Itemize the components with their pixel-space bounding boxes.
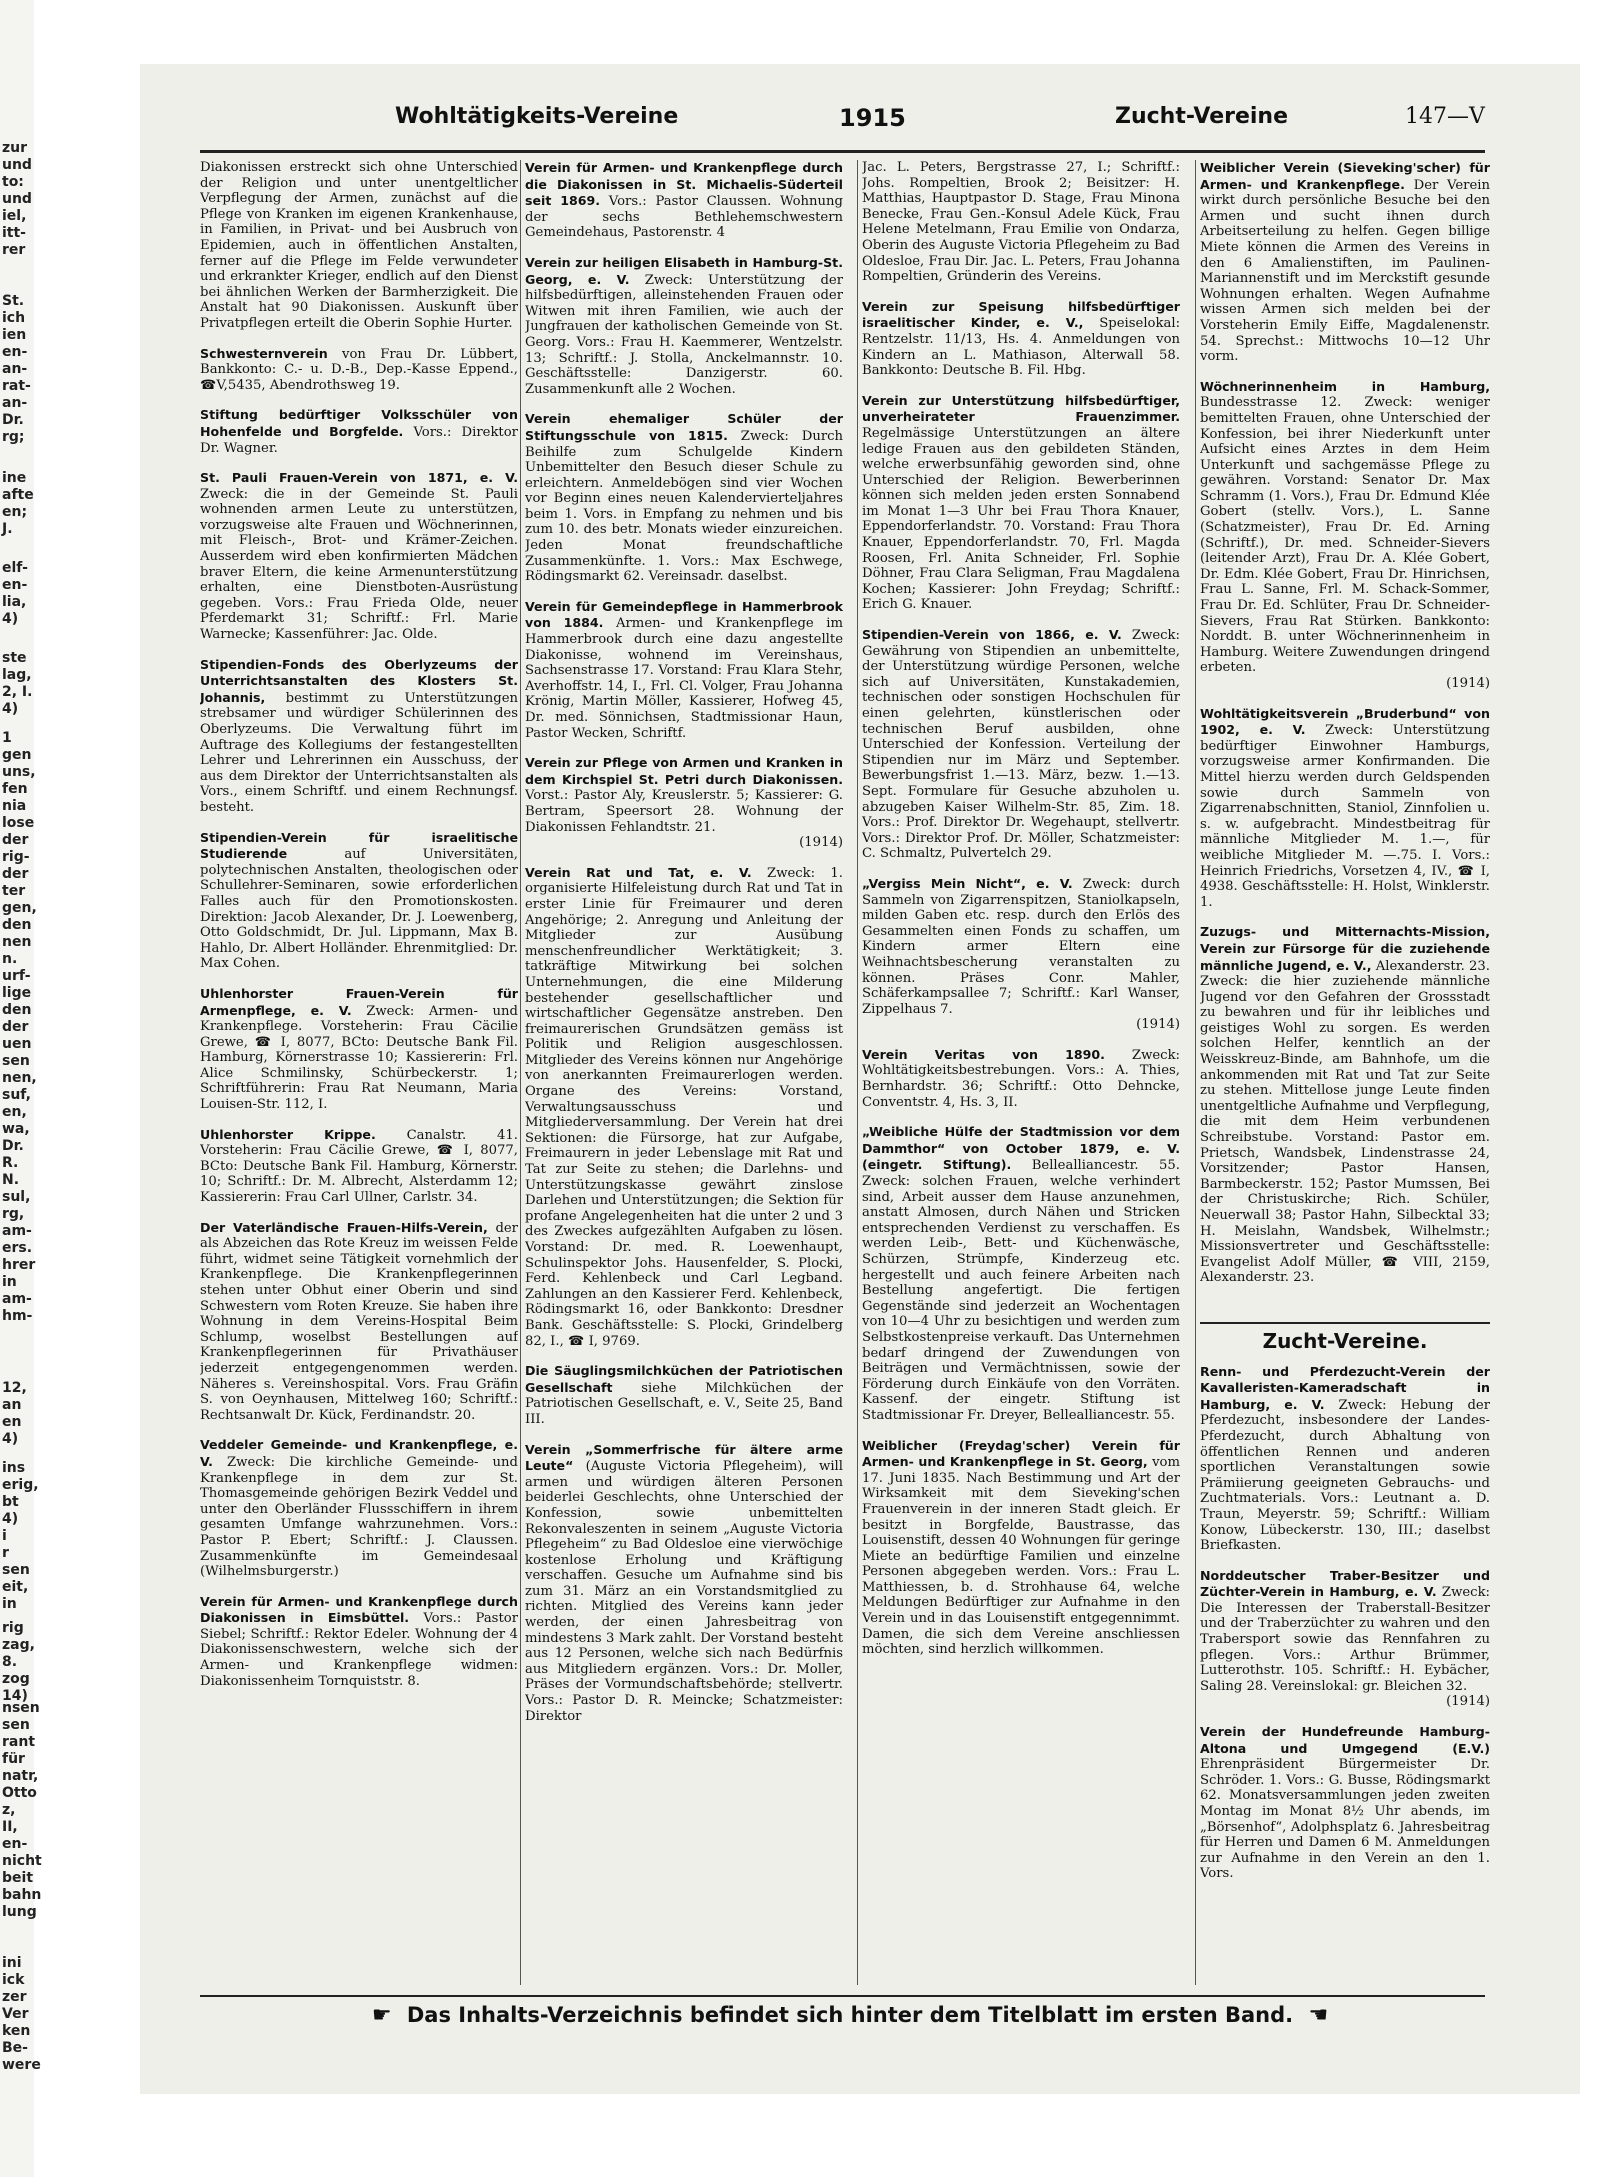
association-entry — [200, 657, 518, 816]
association-entry — [862, 160, 1180, 285]
association-entry — [200, 346, 518, 394]
association-text: Bellealliancestr. 55. Zweck: solchen Frauen, welche verhindert sind, Arbeit ausser dem Hause anzunehmen, anstatt Almosen, durch Nähen und Stricken entsprechenden Verdienst zu verschaffen. Es werden Leib-, Bett- und Küchenwäsche, Schürzen, Strümpfe, Kinderzeug etc. hergestellt und auch feinere Arbeiten nach Bestellung angefertigt. Die fertigen Gegenstände sind jederzeit an Wochentagen von 10—4 Uhr zu besichtigen und werden zum Selbstkostenpreise verkauft. Das Unternehmen bedarf dringend der Zuwendungen von Beiträgen und Vermächtnissen, sowie der Förderung durch Einkäufe von den Vorräten. Kassenf. der eingetr. Stiftung ist Stadtmissionar Fr. Dreyer, Bellealliancestr. 55. — [862, 1158, 1180, 1423]
association-entry — [862, 1438, 1180, 1658]
association-text: Zweck: Durch Beihilfe zum Schulgelde Kindern Unbemittelter den Besuch dieser Schule zu erleichtern. Anmeldebögen sind vier Wochen vor Beginn eines neuen Kalendervierteljahres beim 1. Vors. in Empfang zu nehmen und bis zum 10. des betr. Monats wieder einzureichen. Jeden Monat freundschaftliche Zusammenkünfte. 1. Vors.: Max Eschwege, Rödingsmarkt 62. Vereinsadr. daselbst. — [525, 428, 843, 585]
association-name: Veddeler Gemeinde- und Krankenpflege, e. V. — [200, 1437, 518, 1469]
association-text: Alexanderstr. 23. Zweck: die hier zuziehende männliche Jugend vor den Gefahren der Grossstadt zu bewahren und für ihr leibliches und geistiges Wohl zu sorgen. Es werden solchen Helfer, kenntlich an der Weisskreuz-Binde, am Bahnhofe, um die ankommenden mit Rat und Tat zur Seite zu stehen. Mittellose junge Leute finden unentgeltliche Aufnahme und Verpflegung, die mit dem Heim verbundenen Schreibstube. Vorstand: Pastor em. Prietsch, Wandsbek, Lindenstrasse 24, Vorsitzender; Pastor Hansen, Barmbeckerstr. 152; Pastor Mumssen, Bei der Christuskirche; Rich. Schüler, Neuerwall 38; Pastor Hahn, Silbecktal 33; H. Meislahn, Wandsbek, Wilhelmstr.; Missionsvertreter und Geschäftsstelle: Evangelist Adolf Müller, ☎ VIII, 2159, Alexanderstr. 23. — [1200, 958, 1490, 1286]
column-divider — [857, 160, 858, 1985]
association-text: Ehrenpräsident Bürgermeister Dr. Schröder. 1. Vors.: G. Busse, Rödingsmarkt 62. Monatsversammlungen jeden zweiten Montag im Monat 8½ Uhr abends, im „Börsenhof“, Adolphsplatz 6. Jahresbeitrag für Herren und Damen 6 M. Anmeldungen zur Aufnahme in den Verein an den 1. Vors. — [1200, 1757, 1490, 1882]
left-fragment: ins erig, bt 4) i r sen eit, in — [2, 1460, 39, 1612]
association-text: Bundesstrasse 12. Zweck: weniger bemittelten Frauen, ohne Unterschied der Konfession, bei ihrer Niederkunft unter Aufsicht eines Arztes in dem Heim Unterkunft und sachgemässe Pflege zu gewähren. Vorstand: Senator Dr. Max Schramm (1. Vors.), Frau Dr. Edmund Klée Gobert (stellv. Vors.), L. Sanne (Schatzmeister), Frau Dr. Ed. Arning (Schriftf.), Dr. med. Schneider-Sievers (leitender Arzt), Frau Dr. A. Klée Gobert, Dr. Edm. Klée Gobert, Frau Dr. Hinrichsen, Frau L. Sanne, Frl. M. Schack-Sommer, Frau Dr. Ed. Schlüter, Frau Dr. Schneider-Sievers, Frau Rat Stürken. Bankkonto: Norddt. B. unter Wöchnerinnenheim in Hamburg. Weitere Zuwendungen dringend erbeten. — [1200, 395, 1490, 676]
page-footer — [360, 2003, 1340, 2028]
association-text: Regelmässige Unterstützungen an ältere ledige Frauen aus den gebildeten Ständen, welche erwerbsunfähig geworden sind, ohne Unterschied der Religion. Bewerberinnen können sich melden jeden ersten Sonnabend im Monat 1—3 Uhr bei Frau Thora Knauer, Eppendorferlandstr. 70. Vorstand: Frau Thora Knauer, Eppendorferlandstr. 70, Frl. Magda Roosen, Frl. Anita Schneider, Frl. Sophie Döhner, Frau Clara Seligman, Frau Magdalena Kochen; Kassierer: John Freydag; Schriftf.: Erich G. Knauer. — [862, 425, 1180, 613]
association-text: Speiselokal: Rentzelstr. 11/13, Hs. 4. Anmeldungen von Kindern an L. Mathiason, Alterwall 58. Bankkonto: Deutsche B. Fil. Hbg. — [862, 316, 1180, 379]
footer-note: Das Inhalts-Verzeichnis befindet sich hinter dem Titelblatt im ersten Band. — [406, 2003, 1294, 2027]
association-text: Zweck: die in der Gemeinde St. Pauli wohnenden armen Leute zu unterstützen, vorzugsweise alte Frauen und Wöchnerinnen, mit Fleisch-, Brot- und Krämer-Zeichen. Ausserdem wird eben konfirmierten Mädchen braver Eltern, die keine Armenunterstützung erhalten, eine Dienstboten-Ausrüstung gegeben. Vors.: Frau Frieda Olde, neuer Pferdemarkt 31; Schriftf.: Frl. Marie Warnecke; Kassenführer: Jac. Olde. — [200, 486, 518, 643]
pointing-hand-icon: ☛ — [371, 2003, 392, 2028]
pointing-hand-icon: ☚ — [1308, 2003, 1329, 2028]
header-section-left: Wohltätigkeits-Vereine — [395, 104, 679, 129]
association-name: Uhlenhorster Krippe. — [200, 1126, 376, 1142]
association-entry — [1200, 1364, 1490, 1554]
association-text: Zweck: Die kirchliche Gemeinde- und Krankenpflege in dem zur St. Thomasgemeinde gehörigen Bezirk Veddel und unter den Oberländer Flussschiffern in ihrem gesamten Umfange wahrzunehmen. Vors.: Pastor P. Ebert; Schriftf.: J. Claussen. Zusammenkünfte im Gemeindesaal (Wilhelmsburgerstr.) — [200, 1454, 518, 1580]
header-year: 1915 — [839, 104, 906, 132]
association-entry — [1200, 1568, 1490, 1710]
column-divider — [520, 160, 521, 1985]
association-entry — [862, 1047, 1180, 1110]
left-fragment: ine afte en; J. — [2, 470, 34, 537]
association-text: Jac. L. Peters, Bergstrasse 27, I.; Schriftf.: Johs. Rompeltien, Brook 2; Beisitzer: H. Matthias, Hauptpastor D. Stage, Frau Minona Benecke, Frau Gen.-Konsul Adele Kück, Frau Helene Metelmann, Frau Emilie von Ondarza, Oberin des Auguste Victoria Pflegeheim zu Bad Oldesloe, Frau Dir. Jac. L. Peters, Frau Johanna Rompeltien, Gründerin des Vereins. — [862, 160, 1180, 285]
association-name: Stiftung bedürftiger Volksschüler von Hohenfelde und Borgfelde. — [200, 407, 518, 439]
association-text: Armen- und Krankenpflege im Hammerbrook durch eine dazu angestellte Diakonisse, wohnend im Vereinshaus, Sachsenstrasse 17. Vorstand: Frau Klara Stehr, Averhoffstr. 14, I., Frl. Cl. Volger, Frau Johanna Krönig, Martin Möller, Kassierer, Hofweg 45, Dr. med. Sönnichsen, Stadtmissionar Haun, Pastor Wecken, Schriftf. — [525, 616, 843, 741]
association-name: Verein „Sommerfrische für ältere arme Leute“ — [525, 1441, 843, 1474]
association-entry — [200, 160, 518, 332]
association-name: Wöchnerinnenheim in Hamburg, — [1200, 378, 1490, 394]
association-text: Zweck: Unterstützung der hilfsbedürftigen, alleinstehenden Frauen oder Witwen mit ihren Familien, wie auch der Jungfrauen der katholischen Gemeinde von St. Georg. Vors.: Frau H. Kaemmerer, Wentzelstr. 13; Schriftf.: J. Stolla, Anckelmannstr. 10. Geschäftsstelle: Danzigerstr. 60. Zusammenkunft alle 2 Wochen. — [525, 272, 843, 397]
page-number: 147—V — [1405, 104, 1485, 129]
association-name: „Vergiss Mein Nicht“, e. V. — [862, 875, 1073, 891]
association-entry — [200, 1127, 518, 1206]
header-section-right: Zucht-Vereine — [1115, 104, 1289, 129]
association-text: Zweck: Gewährung von Stipendien an unbemittelte, der Unterstützung würdige Personen, welche sich auf Universitäten, Kunstakademien, technischen oder sonstigen Hochschulen für einen gelehrten, künstlerischen oder technischen Beruf ausbilden, ohne Unterschied der Konfession. Verteilung der Stipendien nur im März und September. Bewerbungsfrist 1.—13. März, bezw. 1.—13. Sept. Formulare für Gesuche abzuholen u. abzugeben Kaiser Wilhelm-Str. 85, Zim. 18. Vors.: Prof. Direktor Dr. Wegehaupt, stellvertr. Vors.: Direktor Prof. Dr. Möller, Schatzmeister: C. Schmaltz, Pulvertelch 29. — [862, 628, 1180, 862]
association-entry — [525, 755, 843, 851]
association-name: Stipendien-Fonds des Oberlyzeums der Unterrichtsanstalten des Klosters St. Johannis, — [200, 656, 518, 705]
left-fragment: ste lag, 2, I. 4) — [2, 650, 33, 717]
footer-rule — [200, 1995, 1485, 1997]
association-name: Uhlenhorster Frauen-Verein für Armenpflege, e. V. — [200, 985, 518, 1018]
association-name: Norddeutscher Traber-Besitzer und Züchter-Verein in Hamburg, e. V. — [1200, 1567, 1490, 1600]
association-text: Vorst.: Pastor Aly, Kreuslerstr. 5; Kassierer: G. Bertram, Speersort 28. Wohnung der Diakonissen Fehlandtstr. 21. — [525, 788, 843, 835]
column-2 — [525, 160, 843, 1985]
association-entry — [200, 407, 518, 456]
association-name: Verein für Armen- und Krankenpflege durch die Diakonissen in St. Michaelis-Süderteil seit 1869. — [525, 160, 843, 209]
column-4 — [1200, 160, 1490, 1985]
association-name: St. Pauli Frauen-Verein von 1871, e. V. — [200, 470, 518, 486]
association-text: Zweck: 1. organisierte Hilfeleistung durch Rat und Tat in erster Linie für Freimaurer und deren Angehörige; 2. Anregung und Anleitung der Mitglieder zur Ausübung menschenfreundlicher Werktätigkeit; 3. tatkräftige Mitwirkung bei solchen Unternehmungen, die eine Milderung bestehender gesellschaftlicher und wirtschaftlicher Gegensätze anstreben. Den freimaurerischen Grundsätzen gemäss ist Politik und Religion ausgeschlossen. Mitglieder des Vereins können nur Angehörige von anerkannten Freimaurerlogen werden. Organe des Vereins: Vorstand, Verwaltungsausschuss und Mitgliederversammlung. Der Verein hat drei Sektionen: die Fürsorge, hat zur Aufgabe, Freimaurern in jeder Lebenslage mit Rat und Tat zur Seite zu stehen; die Darlehns- und Unterstützungskasse gewährt zinslose Darlehen und Unterstützungen; die Sektion für profane Angelegenheiten hat die unter 2 und 3 des Zweckes aufgezählten Aufgaben zu lösen. Vorstand: Dr. med. R. Loewenhaupt, Schulinspektor Johs. Hausenfelder, S. Plocki, Ferd. Kehlenbeck und Carl Legband. Zahlungen an den Kassierer Ferd. Kehlenbeck, Rödingsmarkt 16, oder Bankkonto: Dresdner Bank. Geschäftsstelle: S. Plocki, Grindelberg 82, I., ☎ I, 9769. — [525, 865, 843, 1349]
year-note: (1914) — [1136, 1017, 1180, 1033]
association-name: „Weibliche Hülfe der Stadtmission vor dem Dammthor“ von October 1879, e. V. (eingetr. Stiftung). — [862, 1124, 1180, 1173]
association-name: Weiblicher Verein (Sieveking'scher) für Armen- und Krankenpflege. — [1200, 160, 1490, 192]
association-name: Der Vaterländische Frauen-Hilfs-Verein, — [200, 1219, 488, 1235]
association-text: Vors.: Direktor Dr. Wagner. — [200, 424, 518, 456]
association-text: von Frau Dr. Lübbert, Bankkonto: C.- u. D.-B., Dep.-Kasse Eppend., ☎V,5435, Abendrothsweg 19. — [200, 346, 518, 393]
association-text: Zweck: Armen- und Krankenpflege. Vorsteherin: Frau Cäcilie Grewe, ☎ I, 8077, BCto: Deutsche Bank Fil. Hamburg, Körnerstrasse 10; Kassiererin: Frl. Alice Schmilinsky, Schürbeckerstr. 1; Schriftführerin: Frau Rat Neumann, Maria Louisen-Str. 112, I. — [200, 1003, 518, 1113]
association-entry — [1200, 160, 1490, 365]
association-name: Verein Veritas von 1890. — [862, 1046, 1105, 1062]
association-text: Der Verein wirkt durch persönliche Besuche bei den Armen und sucht ihnen durch Arbeitserteilung zu helfen. Gegen billige Miete können die Armen des Vereins in den 6 Amalienstiften, im Paulinen-Mariannenstift und im Merckstift gesunde Wohnungen erhalten. Wegen Aufnahme wissen Armen sich melden bei der Vorsteherin Emily Eiffe, Magdalenenstr. 54. Sprechst.: Mittwochs 10—12 Uhr vorm. — [1200, 177, 1490, 365]
association-entry — [200, 1220, 518, 1424]
association-name: Verein Rat und Tat, e. V. — [525, 864, 752, 880]
association-entry — [1200, 1724, 1490, 1882]
association-entry — [862, 876, 1180, 1033]
association-name: Zuzugs- und Mitternachts-Mission, Verein zur Fürsorge für die zuziehende männliche Jugend, e. V., — [1200, 924, 1490, 973]
association-entry — [525, 255, 843, 397]
association-entry — [200, 986, 518, 1113]
year-note: (1914) — [1446, 676, 1490, 691]
association-name: Verein zur Speisung hilfsbedürftiger israelitischer Kinder, e. V., — [862, 298, 1180, 331]
association-name: Verein zur Pflege von Armen und Kranken in dem Kirchspiel St. Petri durch Diakonissen. — [525, 755, 843, 787]
left-fragment: nsen sen rant für natr, Otto z, II, en- nicht beit bahn lung ini ick zer Ver ken Be- were — [2, 1700, 42, 2073]
association-name: Stipendien-Verein von 1866, e. V. — [862, 627, 1122, 643]
association-entry — [200, 1437, 518, 1579]
association-entry — [525, 1363, 843, 1427]
association-text: Vors.: Pastor Claussen. Wohnung der sechs Bethlehemschwestern Gemeindehaus, Pastorenstr. 4 — [525, 194, 843, 241]
association-text: Canalstr. 41. Vorsteherin: Frau Cäcilie Grewe, ☎ I, 8077, BCto: Deutsche Bank Fil. Hamburg, Körnerstr. 10; Schriftf.: Dr. M. Albrecht, Alsterdamm 12; Kassiererin: Frau Carl Ullner, Carlstr. 34. — [200, 1127, 518, 1206]
association-entry — [200, 830, 518, 972]
year-note: (1914) — [1446, 1694, 1490, 1710]
association-name: Verein der Hundefreunde Hamburg-Altona und Umgegend (E.V.) — [1200, 1724, 1490, 1756]
header-rule — [200, 150, 1485, 153]
association-name: Stipendien-Verein für israelitische Studierende — [200, 829, 518, 862]
association-entry — [525, 1442, 843, 1725]
association-entry — [1200, 924, 1490, 1286]
association-text: (Auguste Victoria Pflegeheim), will armen und würdigen älteren Personen beiderlei Geschlechts, ohne Unterschied der Konfession, sowie unbemittelten Rekonvaleszenten in seinem „Auguste Victoria Pflegeheim“ zu Bad Oldesloe eine vierwöchige kostenlose Erholung und Kräftigung verschaffen. Gesuche um Aufnahme sind bis zum 31. März an ein Vorstandsmitglied zu richten. Mitglied des Vereins kann jeder werden, der einen Jahresbeitrag von mindestens 3 Mark zahlt. Der Vorstand besteht aus 12 Personen, welche sich nach Bedürfnis aus Mitgliedern ergänzen. Vors.: Dr. Moller, Präses der Vormundschaftsbehörde; stellvertr. Vors.: Pastor D. R. Meincke; Schatzmeister: Direktor — [525, 1459, 843, 1724]
association-name: Verein für Armen- und Krankenpflege durch Diakonissen in Eimsbüttel. — [200, 1593, 518, 1626]
association-text: siehe Milchküchen der Patriotischen Gesellschaft, e. V., Seite 25, Band III. — [525, 1380, 843, 1427]
page-header — [395, 100, 1485, 136]
association-name: Schwesternverein — [200, 345, 328, 361]
association-name: Verein zur heiligen Elisabeth in Hamburg-St. Georg, e. V. — [525, 254, 843, 287]
association-name: Verein für Gemeindepflege in Hammerbrook von 1884. — [525, 598, 843, 631]
association-text: der als Abzeichen das Rote Kreuz im weissen Felde führt, widmet seine Tätigkeit vornehmlich der Krankenpflege. Die Krankenpflegerinnen stehen unter Obhut einer Oberin und sind Schwestern vom Roten Kreuze. Sie haben ihre Wohnung in dem Vereins-Hospital Beim Schlump, woselbst Bestellungen auf Krankenpflegerinnen für Privathäuser jederzeit entgegengenommen werden. Näheres s. Vereinshospital. Vors. Frau Gräfin S. von Oeynhausen, Mittelweg 160; Schriftf.: Rechtsanwalt Dr. Kück, Ferdinandstr. 20. — [200, 1220, 518, 1423]
association-name: Verein ehemaliger Schüler der Stiftungsschule von 1815. — [525, 411, 843, 443]
left-fragment: elf- en- lia, 4) — [2, 560, 28, 627]
left-fragment: rig zag, 8. zog 14) — [2, 1620, 35, 1704]
section-heading: Zucht-Vereine. — [1200, 1322, 1490, 1350]
association-text: Zweck: Die Interessen der Traberstall-Besitzer und der Traberzüchter zu wahren und den Trabersport sowie das Rennfahren zu pflegen. Vors.: Arthur Brümmer, Lutterothstr. 105. Schriftf.: H. Eybächer, Saling 28. Vereinslokal: gr. Bleichen 32. — [1200, 1585, 1490, 1694]
association-name: Verein zur Unterstützung hilfsbedürftiger, unverheirateter Frauenzimmer. — [862, 392, 1180, 425]
year-note: (1914) — [799, 835, 843, 851]
association-entry — [862, 393, 1180, 613]
association-entry — [1200, 706, 1490, 911]
association-entry — [200, 1594, 518, 1690]
association-name: Weiblicher (Freydag'scher) Verein für Armen- und Krankenpflege in St. Georg, — [862, 1437, 1180, 1470]
association-text: Zweck: Unterstützung bedürftiger Einwohner Hamburgs, vorzugsweise armer Konfirmanden. Die Mittel hierzu werden durch Geldspenden sowie durch Sammeln von Zigarrenabschnitten, Staniol, Zinnfolien u. s. w. aufgebracht. Mindestbeitrag für männliche Mitglieder M. 1.—, für weibliche Mitglieder M. —.75. I. Vors.: Heinrich Friedrichs, Vorsetzen 4, IV., ☎ I, 4938. Geschäftsstelle: H. Holst, Winklerstr. 1. — [1200, 723, 1490, 910]
association-entry — [862, 1124, 1180, 1423]
adjacent-page-strip — [0, 0, 42, 2177]
association-text: Zweck: Hebung der Pferdezucht, insbesondere der Landes-Pferdezucht, durch Abhaltung von öffentlichen Rennen und anderen sportlichen Veranstaltungen sowie Prämiierung geeigneten Gebrauchs- und Zuchtmaterials. Vors.: Leutnant a. D. Traun, Meyerstr. 59; Schriftf.: William Konow, Lübeckerstr. 130, III.; daselbst Briefkasten. — [1200, 1397, 1490, 1554]
association-text: vom 17. Juni 1835. Nach Bestimmung und Art der Wirksamkeit mit dem Sieveking'schen Frauenverein in der inneren Stadt gleich. Er besitzt in Borgfelde, Baustrasse, das Louisenstift, dessen 40 Wohnungen für geringe Miete an bedürftige Familien und einzelne Personen abgegeben werden. Vors.: Frau L. Matthiessen, b. d. Strohhause 64, welche Meldungen Bedürftiger zur Aufnahme in den Verein und in das Louisenstift entgegennimmt. Damen, die sich dem Vereine anschliessen möchten, sind herzlich willkommen. — [862, 1455, 1180, 1658]
association-text: Zweck: Wohltätigkeitsbestrebungen. Vors.: A. Thies, Bernhardstr. 36; Schriftf.: Otto Dehncke, Conventstr. 4, Hs. 3, II. — [862, 1047, 1180, 1110]
column-3 — [862, 160, 1180, 1985]
association-text: bestimmt zu Unterstützungen strebsamer und würdiger Schülerinnen des Oberlyzeums. Die Verwaltung führt im Auftrage des Kollegiums der festangestellten Lehrer und Lehrerinnen ein Ausschuss, der aus dem Direktor der Unterrichtsanstalten als Vors., einem Schriftf. und einem Rechnungsf. besteht. — [200, 690, 518, 815]
association-name: Die Säuglingsmilchküchen der Patriotischen Gesellschaft — [525, 1363, 843, 1395]
association-entry — [525, 865, 843, 1349]
association-entry — [200, 470, 518, 643]
association-name: Wohltätigkeitsverein „Bruderbund“ von 1902, e. V. — [1200, 705, 1490, 738]
association-entry — [1200, 379, 1490, 692]
association-entry — [525, 599, 843, 741]
column-1 — [200, 160, 518, 1985]
association-entry — [525, 160, 843, 241]
association-text: Vors.: Pastor Siebel; Schriftf.: Rektor Edeler. Wohnung der 4 Diakonissenschwestern, welche sich der Armen- und Krankenpflege widmen: Diakonissenheim Tornquiststr. 8. — [200, 1611, 518, 1689]
association-entry — [525, 411, 843, 585]
left-fragment: 1 gen uns, fen nia lose der rig- der ter gen, den nen n. urf- lige den der uen sen nen, suf, en, wa, Dr. R. N. sul, rg, am- ers. hrer in am- hm- — [2, 730, 37, 1324]
left-fragment: zur und to: und iel, itt- rer St. ich ien en- an- rat- an- Dr. rg; — [2, 140, 32, 445]
association-entry — [862, 299, 1180, 379]
left-fragment: 12, an en 4) — [2, 1380, 27, 1447]
column-divider — [1195, 160, 1196, 1985]
association-text: Zweck: durch Sammeln von Zigarrenspitzen, Staniolkapseln, milden Gaben etc. resp. durch den Erlös des Gesammelten einen Fonds zu schaffen, um Kindern armer Eltern eine Weihnachtsbescherung veranstalten zu können. Präses Conr. Mahler, Schäferkampsallee 7; Schriftf.: Karl Wanser, Zippelhaus 7. — [862, 876, 1180, 1017]
association-text: Diakonissen erstreckt sich ohne Unterschied der Religion und unter unentgeltlicher Verpflegung der Armen, zunächst auf die Pflege von Kranken im eigenen Krankenhause, in Familien, in Privat- und bei Ausbruch von Epidemien, auch in öffentlichen Anstalten, ferner auf die Pflege im Felde verwundeter und erkrankter Krieger, endlich auf den Dienst bei ähnlichen Werken der Barmherzigkeit. Die Anstalt hat 90 Diakonissen. Auskunft über Privatpflegen erteilt die Oberin Sophie Hurter. — [200, 160, 518, 331]
association-text: auf Universitäten, polytechnischen Anstalten, theologischen oder Schullehrer-Seminaren, sowie erforderlichen Falles auch für den Promotionskosten. Direktion: Jacob Alexander, Dr. J. Loewenberg, Otto Goldschmidt, Dr. Jul. Lippmann, Max B. Hahlo, Dr. Albert Holländer. Ehrenmitglied: Dr. Max Cohen. — [200, 847, 518, 972]
association-entry — [862, 627, 1180, 862]
association-name: Renn- und Pferdezucht-Verein der Kavalleristen-Kameradschaft in Hamburg, e. V. — [1200, 1363, 1490, 1412]
